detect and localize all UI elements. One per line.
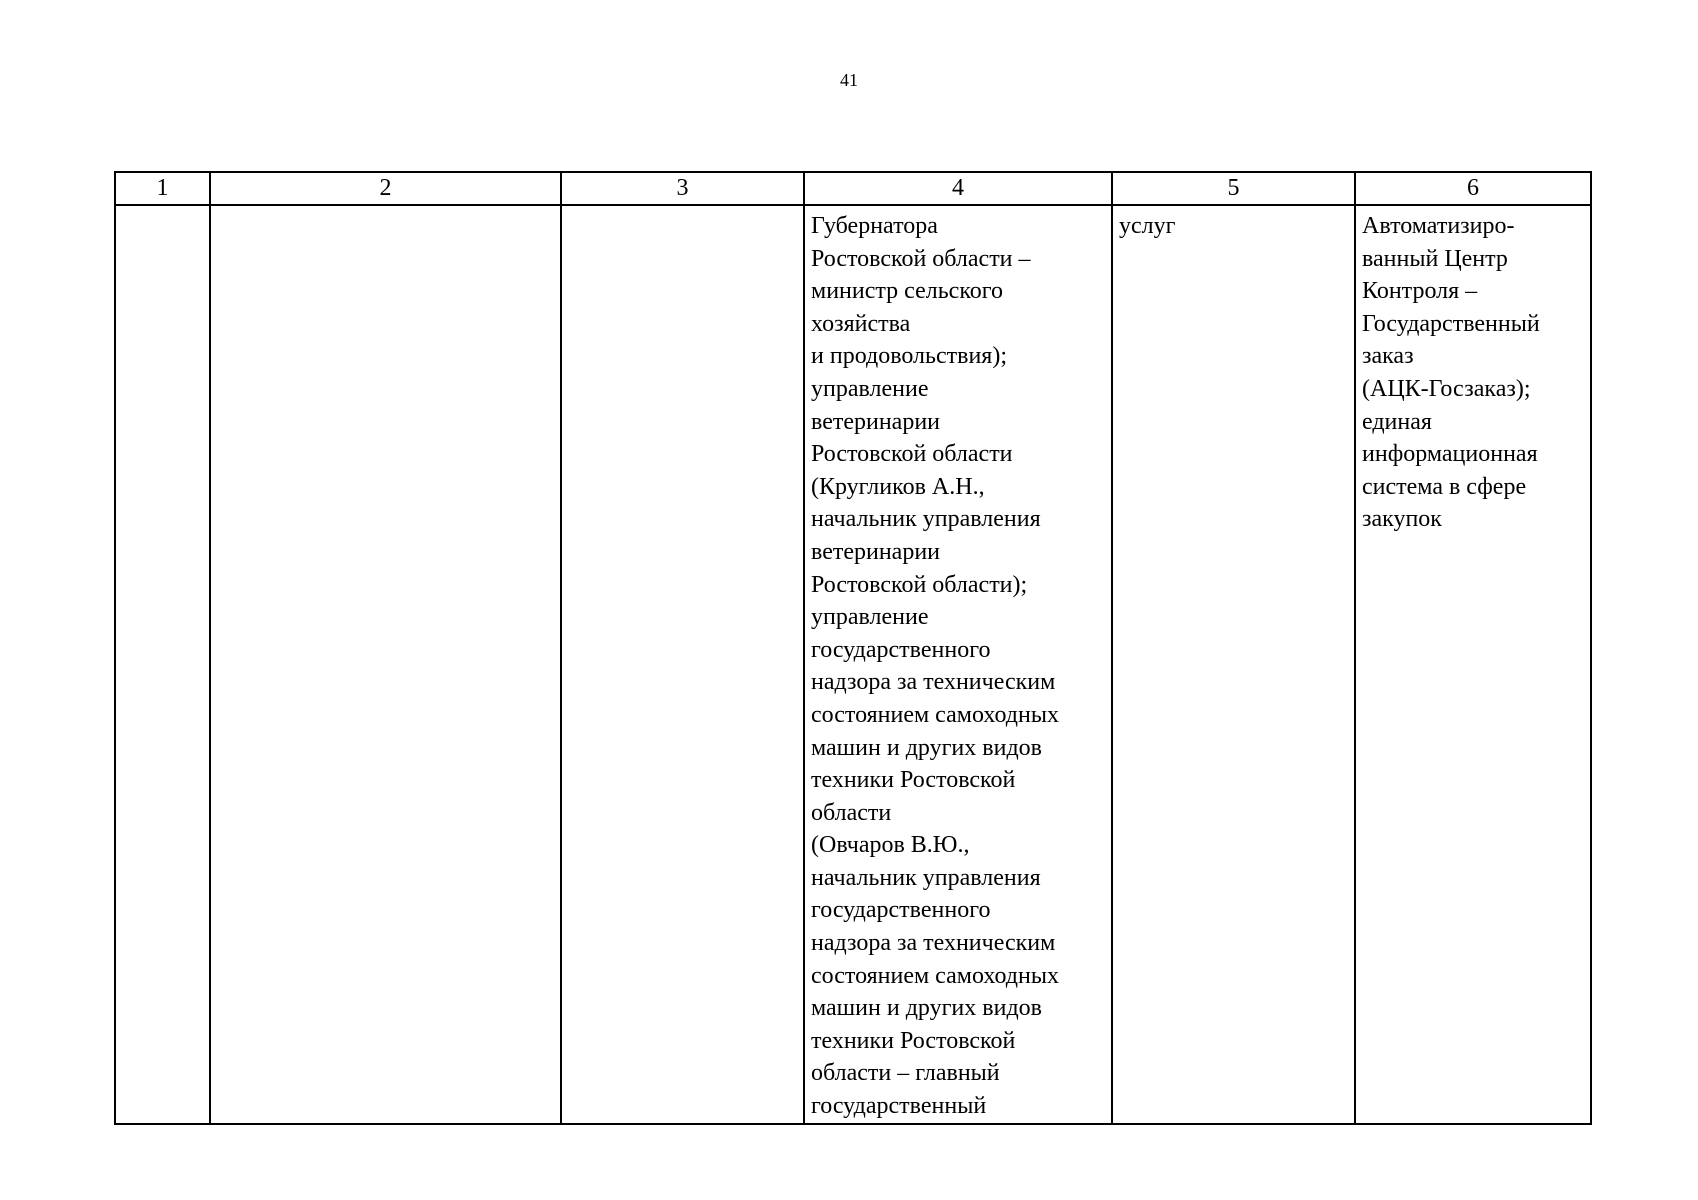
cell-text-line: заказ bbox=[1362, 343, 1414, 370]
cell-col6 bbox=[1355, 205, 1591, 1124]
cell-text-line: состоянием самоходных bbox=[811, 701, 1059, 728]
cell-text-line: система в сфере bbox=[1362, 473, 1527, 500]
cell-text-line: закупок bbox=[1362, 506, 1442, 533]
cell-text-line: (АЦК-Госзаказ); bbox=[1362, 375, 1531, 402]
cell-col1 bbox=[115, 205, 210, 1124]
column-header-3: 3 bbox=[561, 172, 804, 205]
cell-col5 bbox=[1112, 205, 1355, 1124]
cell-text-line: ванный Центр bbox=[1362, 245, 1508, 272]
cell-text-line: Автоматизиро- bbox=[1362, 213, 1515, 239]
column-header-1: 1 bbox=[115, 172, 210, 205]
cell-text-line: услуг bbox=[1119, 213, 1176, 239]
document-table bbox=[114, 171, 1592, 1125]
cell-text-line: ветеринарии bbox=[811, 538, 941, 565]
column-header-6: 6 bbox=[1355, 172, 1591, 205]
cell-text-line: и продовольствия); bbox=[811, 343, 1007, 370]
cell-text-line: единая bbox=[1362, 408, 1432, 435]
cell-text-line: управление bbox=[811, 375, 929, 402]
cell-text-line: (Кругликов А.Н., bbox=[811, 473, 985, 500]
cell-text-line: машин и других видов bbox=[811, 995, 1042, 1022]
cell-text-line: начальник управления bbox=[811, 506, 1041, 533]
column-header-4: 4 bbox=[804, 172, 1112, 205]
cell-text-line: Губернатора bbox=[811, 213, 938, 239]
table-row bbox=[115, 205, 1591, 1124]
cell-text-line: Государственный bbox=[1362, 310, 1540, 337]
cell-text-line: министр сельского bbox=[811, 278, 1004, 305]
table-header-row bbox=[115, 172, 1591, 205]
cell-text-line: техники Ростовской bbox=[811, 767, 1016, 794]
cell-text-line: государственного bbox=[811, 636, 991, 663]
cell-text-line: машин и других видов bbox=[811, 734, 1042, 761]
cell-text-line: управление bbox=[811, 604, 929, 631]
cell-text-line: области – главный bbox=[811, 1060, 1000, 1087]
cell-text-line: Контроля – bbox=[1362, 278, 1478, 305]
cell-text-line: Ростовской области); bbox=[811, 571, 1028, 598]
cell-text-line: надзора за техническим bbox=[811, 669, 1056, 696]
cell-text-line: хозяйства bbox=[811, 310, 911, 337]
cell-text-line: начальник управления bbox=[811, 864, 1041, 891]
cell-text-line: области bbox=[811, 799, 892, 826]
cell-text-line: состоянием самоходных bbox=[811, 962, 1059, 989]
cell-text-line: Ростовской области bbox=[811, 441, 1013, 468]
page-number: 41 bbox=[840, 70, 858, 90]
cell-col4 bbox=[804, 205, 1112, 1124]
cell-text-line: Ростовской области – bbox=[811, 245, 1031, 272]
cell-col3 bbox=[561, 205, 804, 1124]
cell-text-line: (Овчаров В.Ю., bbox=[811, 832, 970, 859]
column-header-5: 5 bbox=[1112, 172, 1355, 205]
cell-col2 bbox=[210, 205, 561, 1124]
cell-text-line: государственный bbox=[811, 1093, 987, 1120]
cell-text-line: информационная bbox=[1362, 441, 1538, 468]
column-header-2: 2 bbox=[210, 172, 561, 205]
cell-text-line: ветеринарии bbox=[811, 408, 941, 435]
cell-text-line: техники Ростовской bbox=[811, 1027, 1016, 1054]
cell-text-line: государственного bbox=[811, 897, 991, 924]
cell-text-line: надзора за техническим bbox=[811, 930, 1056, 957]
